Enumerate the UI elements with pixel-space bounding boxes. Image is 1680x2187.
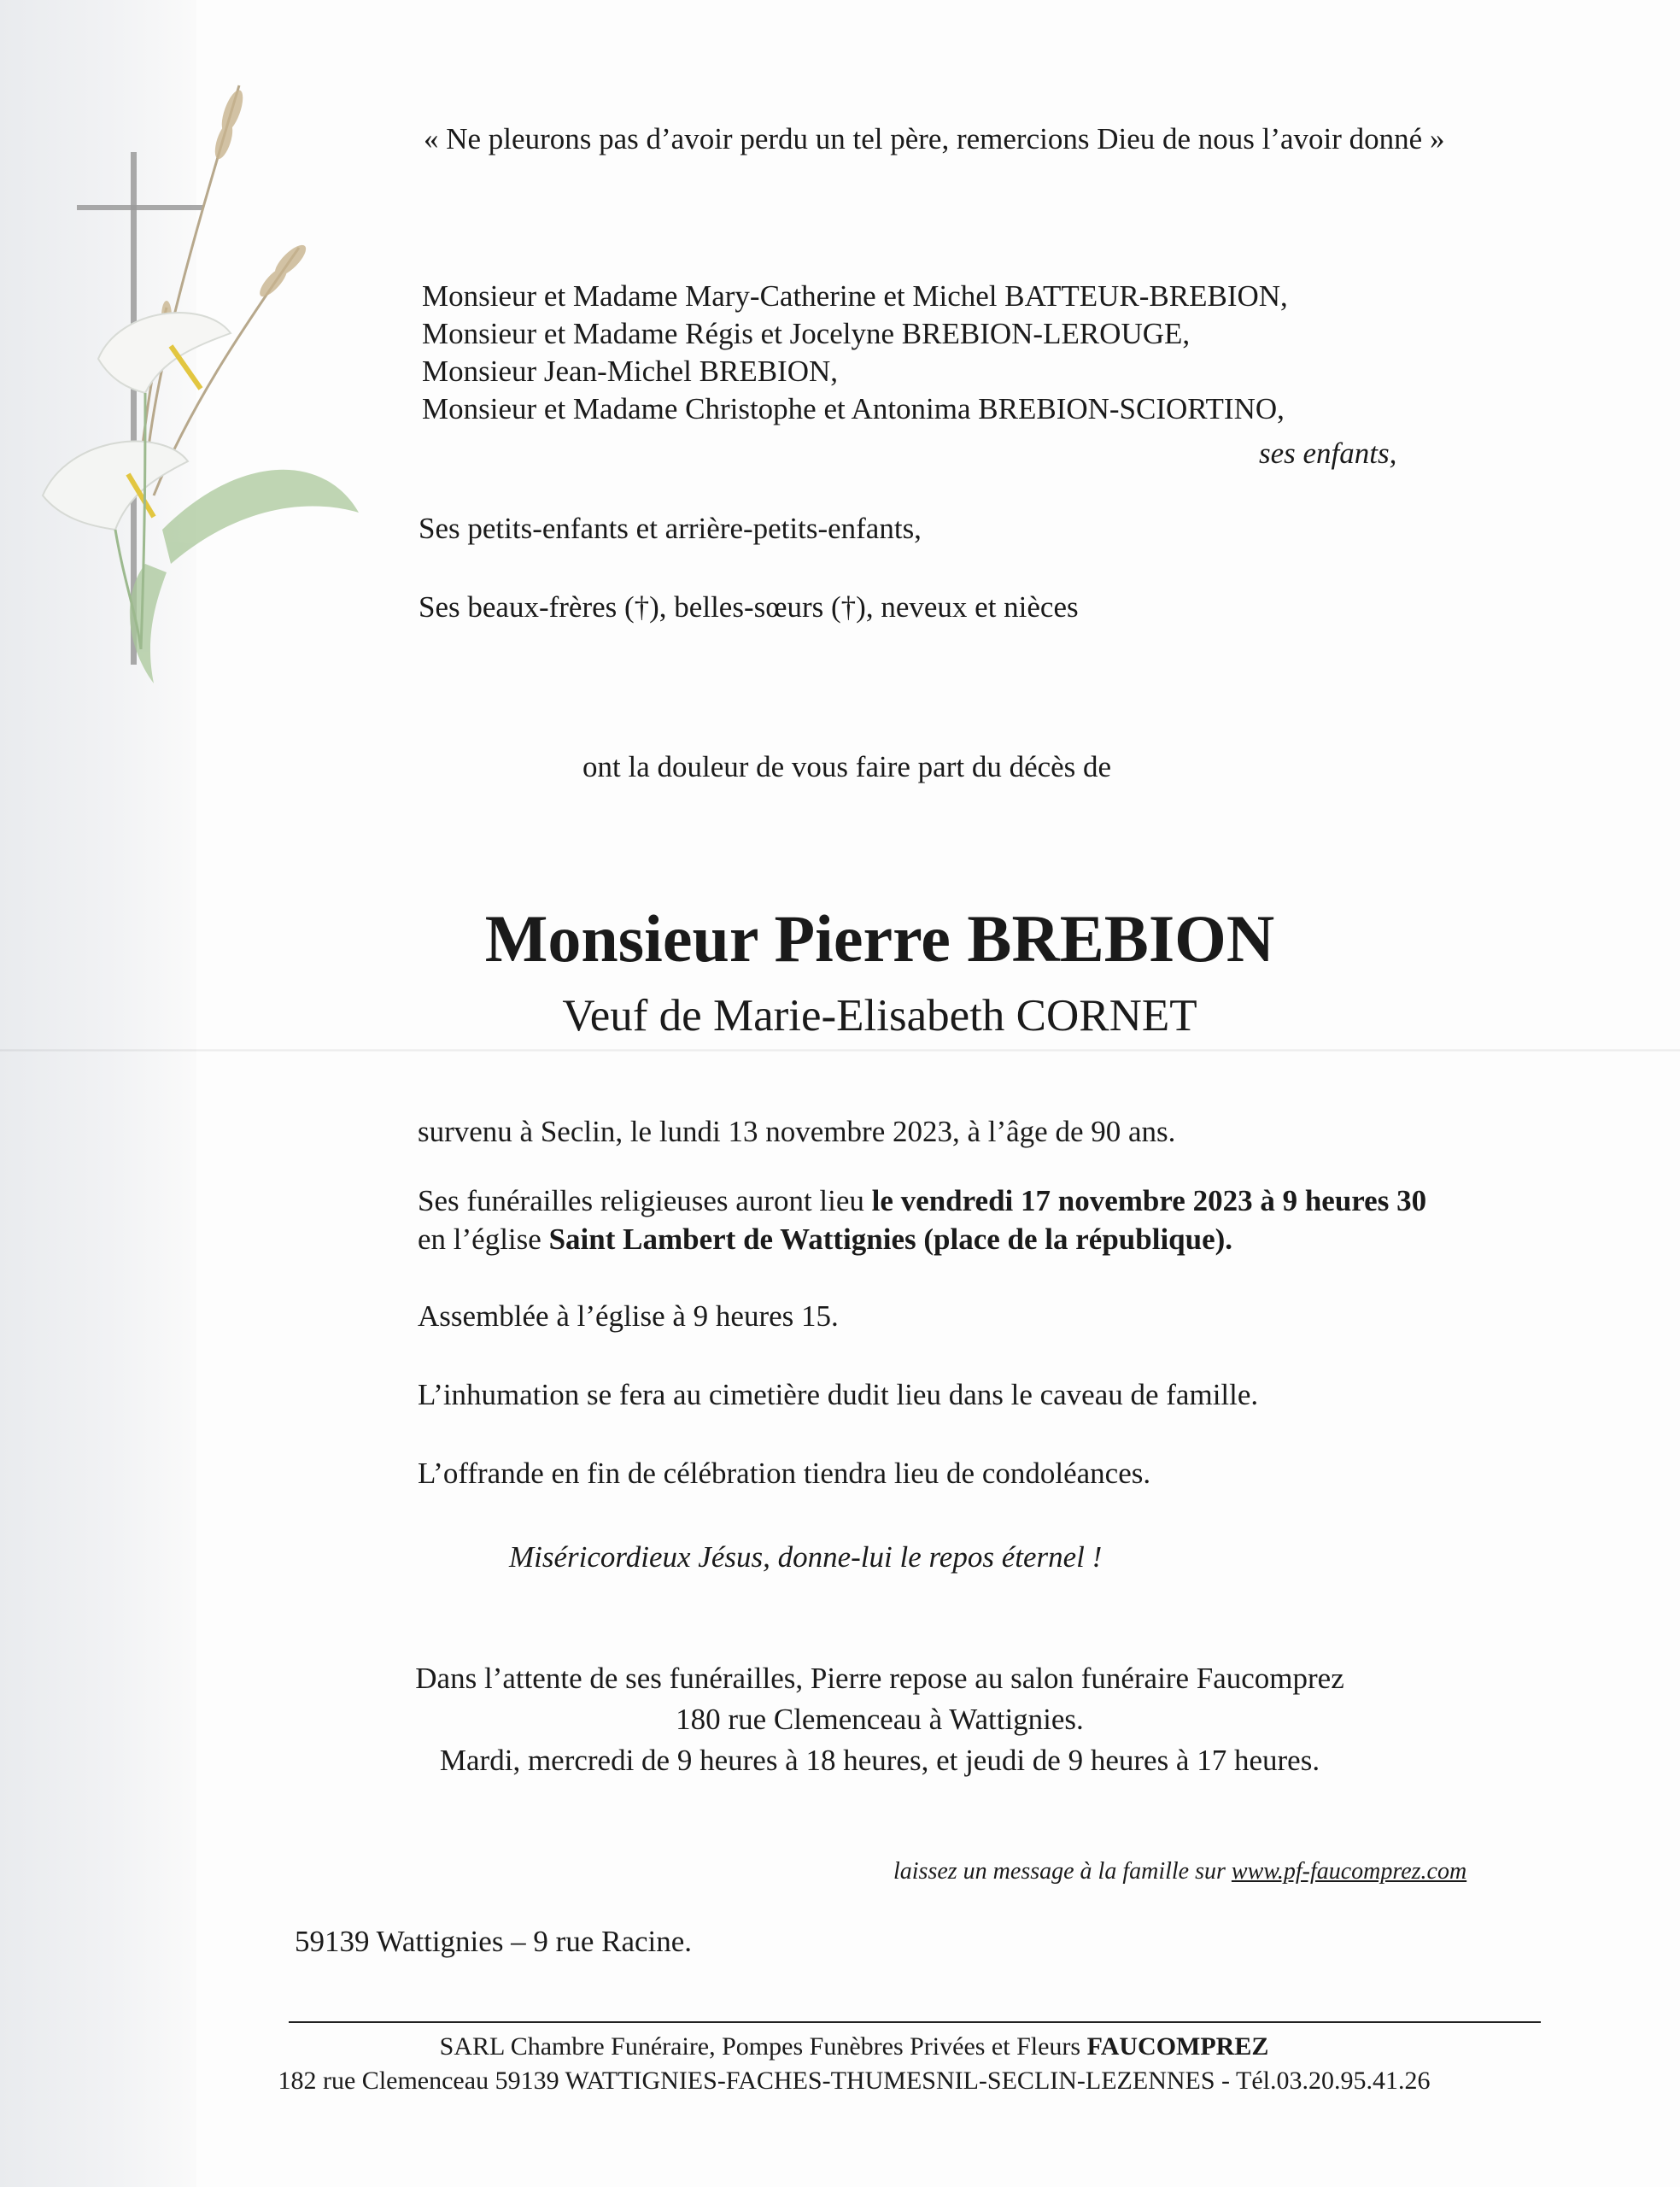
child-line: Monsieur et Madame Christophe et Antonima BREBION-SCIORTINO, [422,392,1285,425]
death-line: survenu à Seclin, le lundi 13 novembre 2023, à l’âge de 90 ans. [418,1115,1176,1148]
announcement: ont la douleur de vous faire part du décès de [582,750,1112,783]
child-line: Monsieur et Madame Régis et Jocelyne BREBION-LEROUGE, [422,317,1191,350]
offering-line: L’offrande en fin de célébration tiendra lieu de condoléances. [418,1457,1151,1490]
message-text: laissez un message à la famille sur [893,1858,1232,1885]
footer-rule [289,2021,1541,2023]
funeral-line-2-text: en l’église [418,1222,549,1256]
footer-company-name: FAUCOMPREZ [1086,2032,1269,2061]
deceased-name: Monsieur Pierre BREBION [484,901,1275,976]
funeral-church: Saint Lambert de Wattignies (place de la république). [548,1222,1233,1256]
website-link[interactable]: www.pf-faucomprez.com [1231,1858,1467,1885]
grandchildren-line: Ses petits-enfants et arrière-petits-enfants, [419,512,922,545]
child-line: Monsieur et Madame Mary-Catherine et Michel BATTEUR-BREBION, [422,279,1288,313]
paper-fold-line [0,1049,1680,1052]
funeral-line-1 [418,1183,1426,1219]
child-line: Monsieur Jean-Michel BREBION, [422,355,839,388]
funeral-date: le vendredi 17 novembre 2023 à 9 heures 30 [871,1184,1427,1217]
footer-address: 182 rue Clemenceau 59139 WATTIGNIES-FACHES-THUMESNIL-SECLIN-LEZENNES - Tél.03.20.95.41.26 [278,2067,1431,2095]
viewing-line: 180 rue Clemenceau à Wattignies. [676,1703,1084,1736]
footer-company-text: SARL Chambre Funéraire, Pompes Funèbres Privées et Fleurs [439,2032,1087,2061]
message-line [893,1857,1466,1886]
leaf-icon [130,470,359,683]
cross-and-lily-illustration [17,51,376,701]
footer-company [0,2032,1680,2062]
children-caption: ses enfants, [1259,437,1397,470]
burial-line: L’inhumation se fera au cimetière dudit lieu dans le caveau de famille. [418,1378,1259,1411]
epigraph: « Ne pleurons pas d’avoir perdu un tel père, remercions Dieu de nous l’avoir donné » [424,122,1445,155]
funeral-line-2 [418,1222,1232,1258]
relatives-line: Ses beaux-frères (†), belles-sœurs (†), neveux et nièces [419,590,1079,624]
prayer-line: Miséricordieux Jésus, donne-lui le repos éternel ! [509,1540,1103,1574]
viewing-line: Dans l’attente de ses funérailles, Pierre repose au salon funéraire Faucomprez [415,1662,1344,1695]
assembly-line: Assemblée à l’église à 9 heures 15. [418,1299,839,1333]
deceased-subtitle: Veuf de Marie-Elisabeth CORNET [562,991,1197,1041]
funeral-line-1-text: Ses funérailles religieuses auront lieu [418,1184,872,1217]
family-address: 59139 Wattignies – 9 rue Racine. [295,1925,693,1958]
viewing-line: Mardi, mercredi de 9 heures à 18 heures, et jeudi de 9 heures à 17 heures. [439,1744,1320,1777]
